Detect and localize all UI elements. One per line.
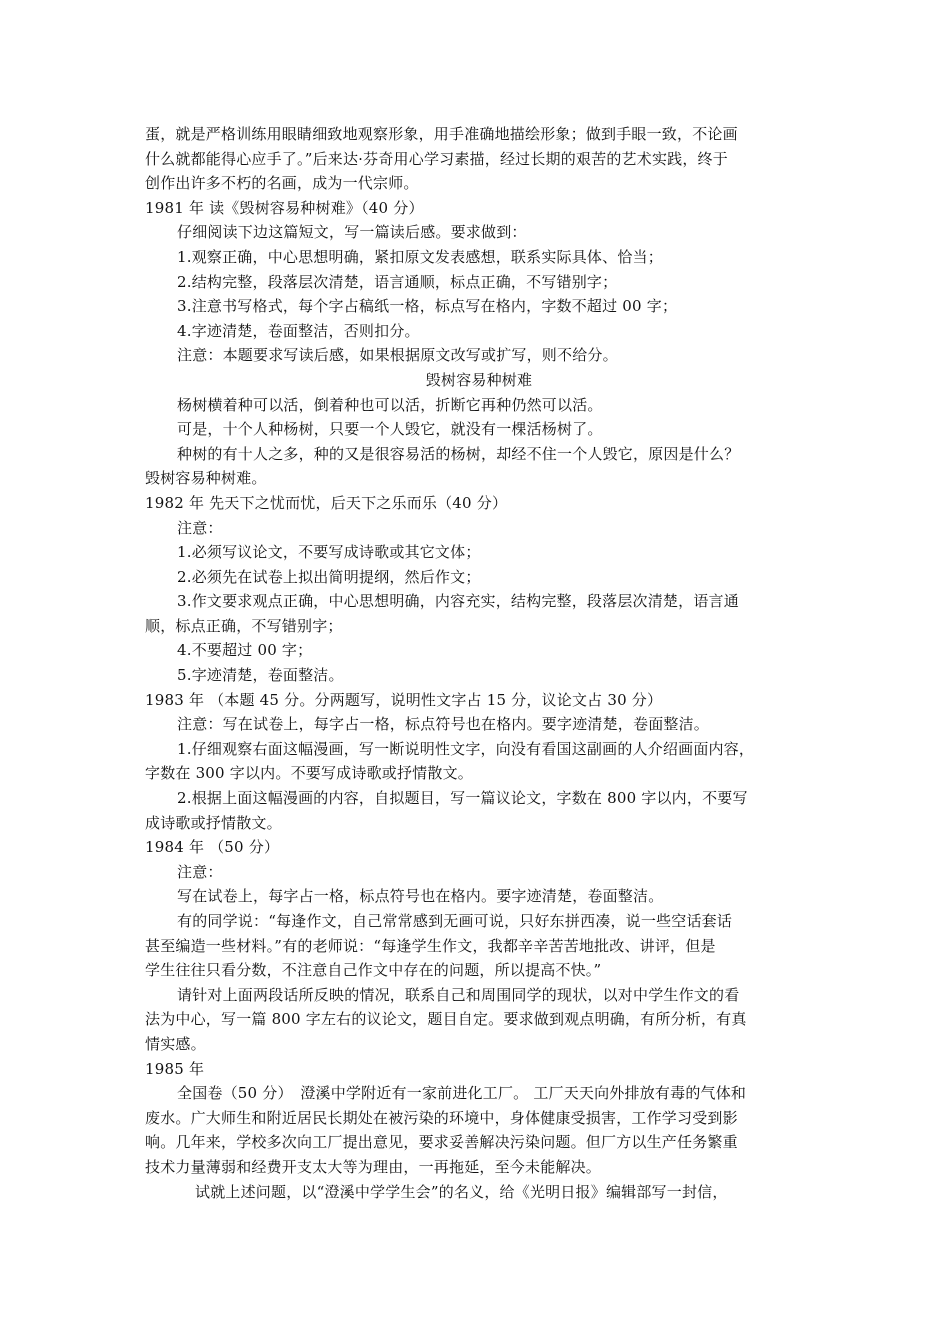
text-line: 2.必须先在试卷上拟出简明提纲，然后作文； xyxy=(177,567,481,586)
text-line: 5.字迹清楚，卷面整洁。 xyxy=(177,666,344,685)
text-line: 种树的有十人之多，种的又是很容易活的杨树，却经不住一个人毁它，原因是什么？ xyxy=(177,444,740,463)
passage-title: 毁树容易种树难 xyxy=(425,370,533,389)
text-line: 情实感。 xyxy=(145,1034,206,1053)
text-line: 1984 年 （50 分） xyxy=(145,838,280,857)
text-line: 响。几年来，学校多次向工厂提出意见，要求妥善解决污染问题。但厂方以生产任务繁重 xyxy=(145,1133,738,1152)
document-body xyxy=(145,122,813,1204)
text-line: 注意： xyxy=(177,518,223,537)
text-line: 4.字迹清楚，卷面整洁，否则扣分。 xyxy=(177,321,420,340)
text-line: 1985 年 xyxy=(145,1059,205,1078)
text-line: 写在试卷上，每字占一格，标点符号也在格内。要字迹清楚，卷面整洁。 xyxy=(177,887,664,906)
text-line: 字数在 300 字以内。不要写成诗歌或抒情散文。 xyxy=(145,764,473,783)
text-line: 注意：写在试卷上，每字占一格，标点符号也在格内。要字迹清楚，卷面整洁。 xyxy=(177,715,710,734)
text-line: 废水。广大师生和附近居民长期处在被污染的环境中，身体健康受损害，工作学习受到影 xyxy=(145,1108,738,1127)
text-line: 请针对上面两段话所反映的情况，联系自己和周围同学的现状，以对中学生作文的看 xyxy=(177,985,740,1004)
text-line: 2.根据上面这幅漫画的内容，自拟题目，写一篇议论文，字数在 800 字以内，不要写 xyxy=(177,789,748,808)
text-line: 1982 年 先天下之忧而忧，后天下之乐而乐（40 分） xyxy=(145,493,508,512)
text-line: 顺，标点正确，不写错别字； xyxy=(145,616,343,635)
text-line: 创作出许多不朽的名画，成为一代宗师。 xyxy=(145,174,419,193)
text-line: 全国卷（50 分） 澄溪中学附近有一家前进化工厂。 工厂天天向外排放有毒的气体和 xyxy=(177,1084,747,1103)
text-line: 注意： xyxy=(177,862,223,881)
text-line: 注意：本题要求写读后感，如果根据原文改写或扩写，则不给分。 xyxy=(177,346,618,365)
text-line: 1981 年 读《毁树容易种树难》（40 分） xyxy=(145,198,424,217)
text-line: 蛋，就是严格训练用眼睛细致地观察形象，用手准确地描绘形象；做到手眼一致，不论画 xyxy=(145,125,738,143)
text-line: 有的同学说：“每逢作文，自己常常感到无画可说，只好东拼西凑，说一些空话套话 xyxy=(177,912,733,930)
text-line: 1.观察正确，中心思想明确，紧扣原文发表感想，联系实际具体、恰当； xyxy=(177,247,663,266)
text-line: 可是，十个人种杨树，只要一个人毁它，就没有一棵活杨树了。 xyxy=(177,420,603,439)
text-line: 1.必须写议论文，不要写成诗歌或其它文体； xyxy=(177,543,481,562)
text-line: 4.不要超过 00 字； xyxy=(177,641,313,660)
text-line: 什么就都能得心应手了。”后来达·芬奇用心学习素描，经过长期的艰苦的艺术实践，终于 xyxy=(145,149,728,168)
text-line: 法为中心，写一篇 800 字左右的议论文，题目自定。要求做到观点明确，有所分析，有真 xyxy=(145,1010,747,1029)
text-line: 甚至编造一些材料。”有的老师说：“每逢学生作文，我都辛辛苦苦地批改、讲评，但是 xyxy=(145,936,716,955)
text-line: 试就上述问题，以“澄溪中学学生会”的名义，给《光明日报》编辑部写一封信， xyxy=(195,1182,728,1201)
text-line: 学生往往只看分数，不注意自己作文中存在的问题，所以提高不快。” xyxy=(145,961,602,980)
text-line: 1.仔细观察右面这幅漫画，写一断说明性文字，向没有看国这副画的人介绍画面内容， xyxy=(177,739,755,758)
text-line: 3.作文要求观点正确，中心思想明确，内容充实，结构完整，段落层次清楚，语言通 xyxy=(177,592,739,611)
text-line: 毁树容易种树难。 xyxy=(145,469,267,488)
text-line: 2.结构完整，段落层次清楚，语言通顺，标点正确，不写错别字； xyxy=(177,272,618,291)
text-line: 3.注意书写格式，每个字占稿纸一格，标点写在格内，字数不超过 00 字； xyxy=(177,297,678,316)
text-line: 1983 年 （本题 45 分。分两题写，说明性文字占 15 分，议论文占 30 分） xyxy=(145,690,663,709)
text-line: 技术力量薄弱和经费开支太大等为理由，一再拖延，至今未能解决。 xyxy=(145,1157,602,1176)
text-line: 成诗歌或抒情散文。 xyxy=(145,813,282,832)
text-line: 杨树横着种可以活，倒着种也可以活，折断它再种仍然可以活。 xyxy=(177,395,603,414)
text-line: 仔细阅读下边这篇短文，写一篇读后感。要求做到： xyxy=(177,223,527,242)
